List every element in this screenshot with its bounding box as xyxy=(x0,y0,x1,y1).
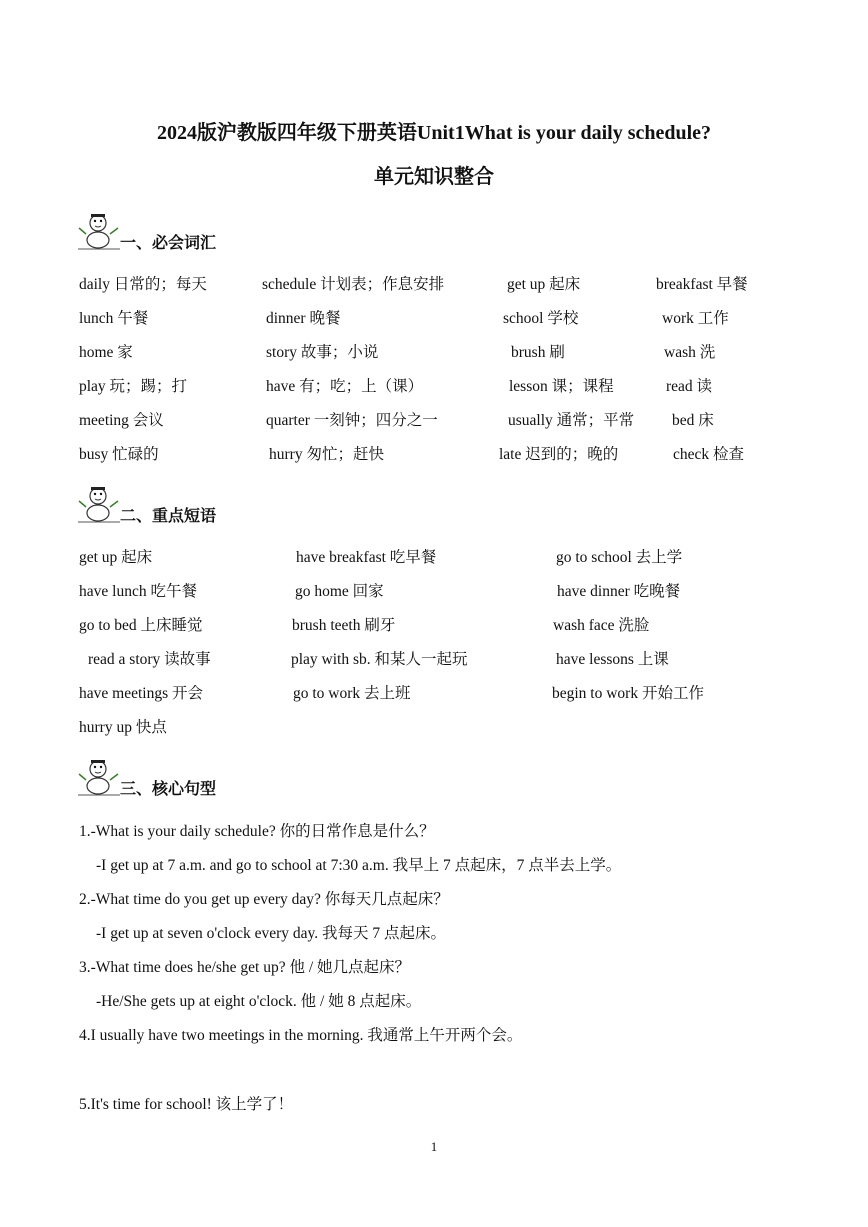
document-title: 2024版沪教版四年级下册英语Unit1What is your daily schedule? xyxy=(156,122,712,144)
vocab-row xyxy=(0,374,868,398)
sentence-question: 3.-What time does he/she get up? 他 / 她几点起床？ xyxy=(79,959,411,976)
page-number: 1 xyxy=(430,1139,438,1154)
vocab-item: late 迟到的；晚的 xyxy=(499,446,619,463)
document-subtitle: 单元知识整合 xyxy=(374,166,494,188)
phrase-item: have dinner 吃晚餐 xyxy=(557,583,681,600)
vocab-row xyxy=(0,442,868,466)
vocab-item: brush 刷 xyxy=(511,344,565,361)
phrase-item: go to bed 上床睡觉 xyxy=(79,617,203,634)
sentence-answer: -I get up at 7 a.m. and go to school at 7:30 a.m. 我早上 7 点起床，7 点半去上学。 xyxy=(96,857,622,874)
sentence-statement: 4.I usually have two meetings in the morning. 我通常上午开两个会。 xyxy=(79,1027,523,1044)
vocab-item: get up 起床 xyxy=(507,276,581,293)
vocab-item: have 有；吃；上（课） xyxy=(266,378,424,395)
section-heading: 三、核心句型 xyxy=(120,779,217,798)
phrase-item: have breakfast 吃早餐 xyxy=(296,549,437,566)
phrase-item: wash face 洗脸 xyxy=(553,617,650,634)
vocab-item: bed 床 xyxy=(672,412,714,429)
section-sentences-heading xyxy=(76,754,376,800)
vocab-item: lesson 课；课程 xyxy=(509,378,614,395)
phrase-item: go to school 去上学 xyxy=(556,549,683,566)
vocab-row xyxy=(0,408,868,432)
vocab-item: dinner 晚餐 xyxy=(266,310,341,327)
sentence-answer: -He/She gets up at eight o'clock. 他 / 她 8 点起床。 xyxy=(96,993,422,1010)
vocab-item: school 学校 xyxy=(503,310,579,327)
phrase-item: get up 起床 xyxy=(79,549,153,566)
phrase-row xyxy=(0,545,868,569)
vocab-item: daily 日常的；每天 xyxy=(79,276,207,293)
vocab-item: work 工作 xyxy=(662,310,729,327)
phrase-item: hurry up 快点 xyxy=(79,719,167,736)
section-heading: 二、重点短语 xyxy=(120,506,217,525)
sentence-question: 2.-What time do you get up every day? 你每天几点起床？ xyxy=(79,891,449,908)
phrase-row xyxy=(0,681,868,705)
vocab-item: check 检查 xyxy=(673,446,745,463)
vocab-item: lunch 午餐 xyxy=(79,310,149,327)
section-heading: 一、必会词汇 xyxy=(120,233,217,252)
section-vocabulary-heading xyxy=(76,208,376,254)
vocab-row xyxy=(0,306,868,330)
phrase-row xyxy=(0,579,868,603)
phrase-item: go home 回家 xyxy=(295,583,384,600)
phrase-item: read a story 读故事 xyxy=(88,651,211,668)
vocab-item: quarter 一刻钟；四分之一 xyxy=(266,412,438,429)
vocab-item: hurry 匆忙；赶快 xyxy=(269,446,384,463)
vocab-item: wash 洗 xyxy=(664,344,716,361)
vocab-item: meeting 会议 xyxy=(79,412,164,429)
vocab-row xyxy=(0,272,868,296)
phrase-item: have lunch 吃午餐 xyxy=(79,583,197,600)
section-phrases-heading xyxy=(76,481,376,527)
vocab-item: usually 通常；平常 xyxy=(508,412,635,429)
sentence-statement: 5.It's time for school! 该上学了！ xyxy=(79,1096,294,1113)
sentence-answer: -I get up at seven o'clock every day. 我每天 7 点起床。 xyxy=(96,925,447,942)
snowman-icon xyxy=(76,481,122,523)
phrase-row xyxy=(0,613,868,637)
vocab-item: story 故事；小说 xyxy=(266,344,379,361)
snowman-icon xyxy=(76,208,122,250)
vocab-item: breakfast 早餐 xyxy=(656,276,748,293)
phrase-item: begin to work 开始工作 xyxy=(552,685,704,702)
phrase-item: go to work 去上班 xyxy=(293,685,411,702)
vocab-item: play 玩；踢；打 xyxy=(79,378,188,395)
phrase-item: have meetings 开会 xyxy=(79,685,203,702)
vocab-item: read 读 xyxy=(666,378,713,395)
phrase-item: brush teeth 刷牙 xyxy=(292,617,396,634)
snowman-icon xyxy=(76,754,122,796)
sentence-question: 1.-What is your daily schedule? 你的日常作息是什么？ xyxy=(79,823,435,840)
vocab-row xyxy=(0,340,868,364)
phrase-row xyxy=(0,715,868,739)
vocab-item: schedule 计划表；作息安排 xyxy=(262,276,445,293)
vocab-item: busy 忙碌的 xyxy=(79,446,159,463)
phrase-item: play with sb. 和某人一起玩 xyxy=(291,651,468,668)
vocab-item: home 家 xyxy=(79,344,133,361)
phrase-item: have lessons 上课 xyxy=(556,651,669,668)
phrase-row xyxy=(0,647,868,671)
